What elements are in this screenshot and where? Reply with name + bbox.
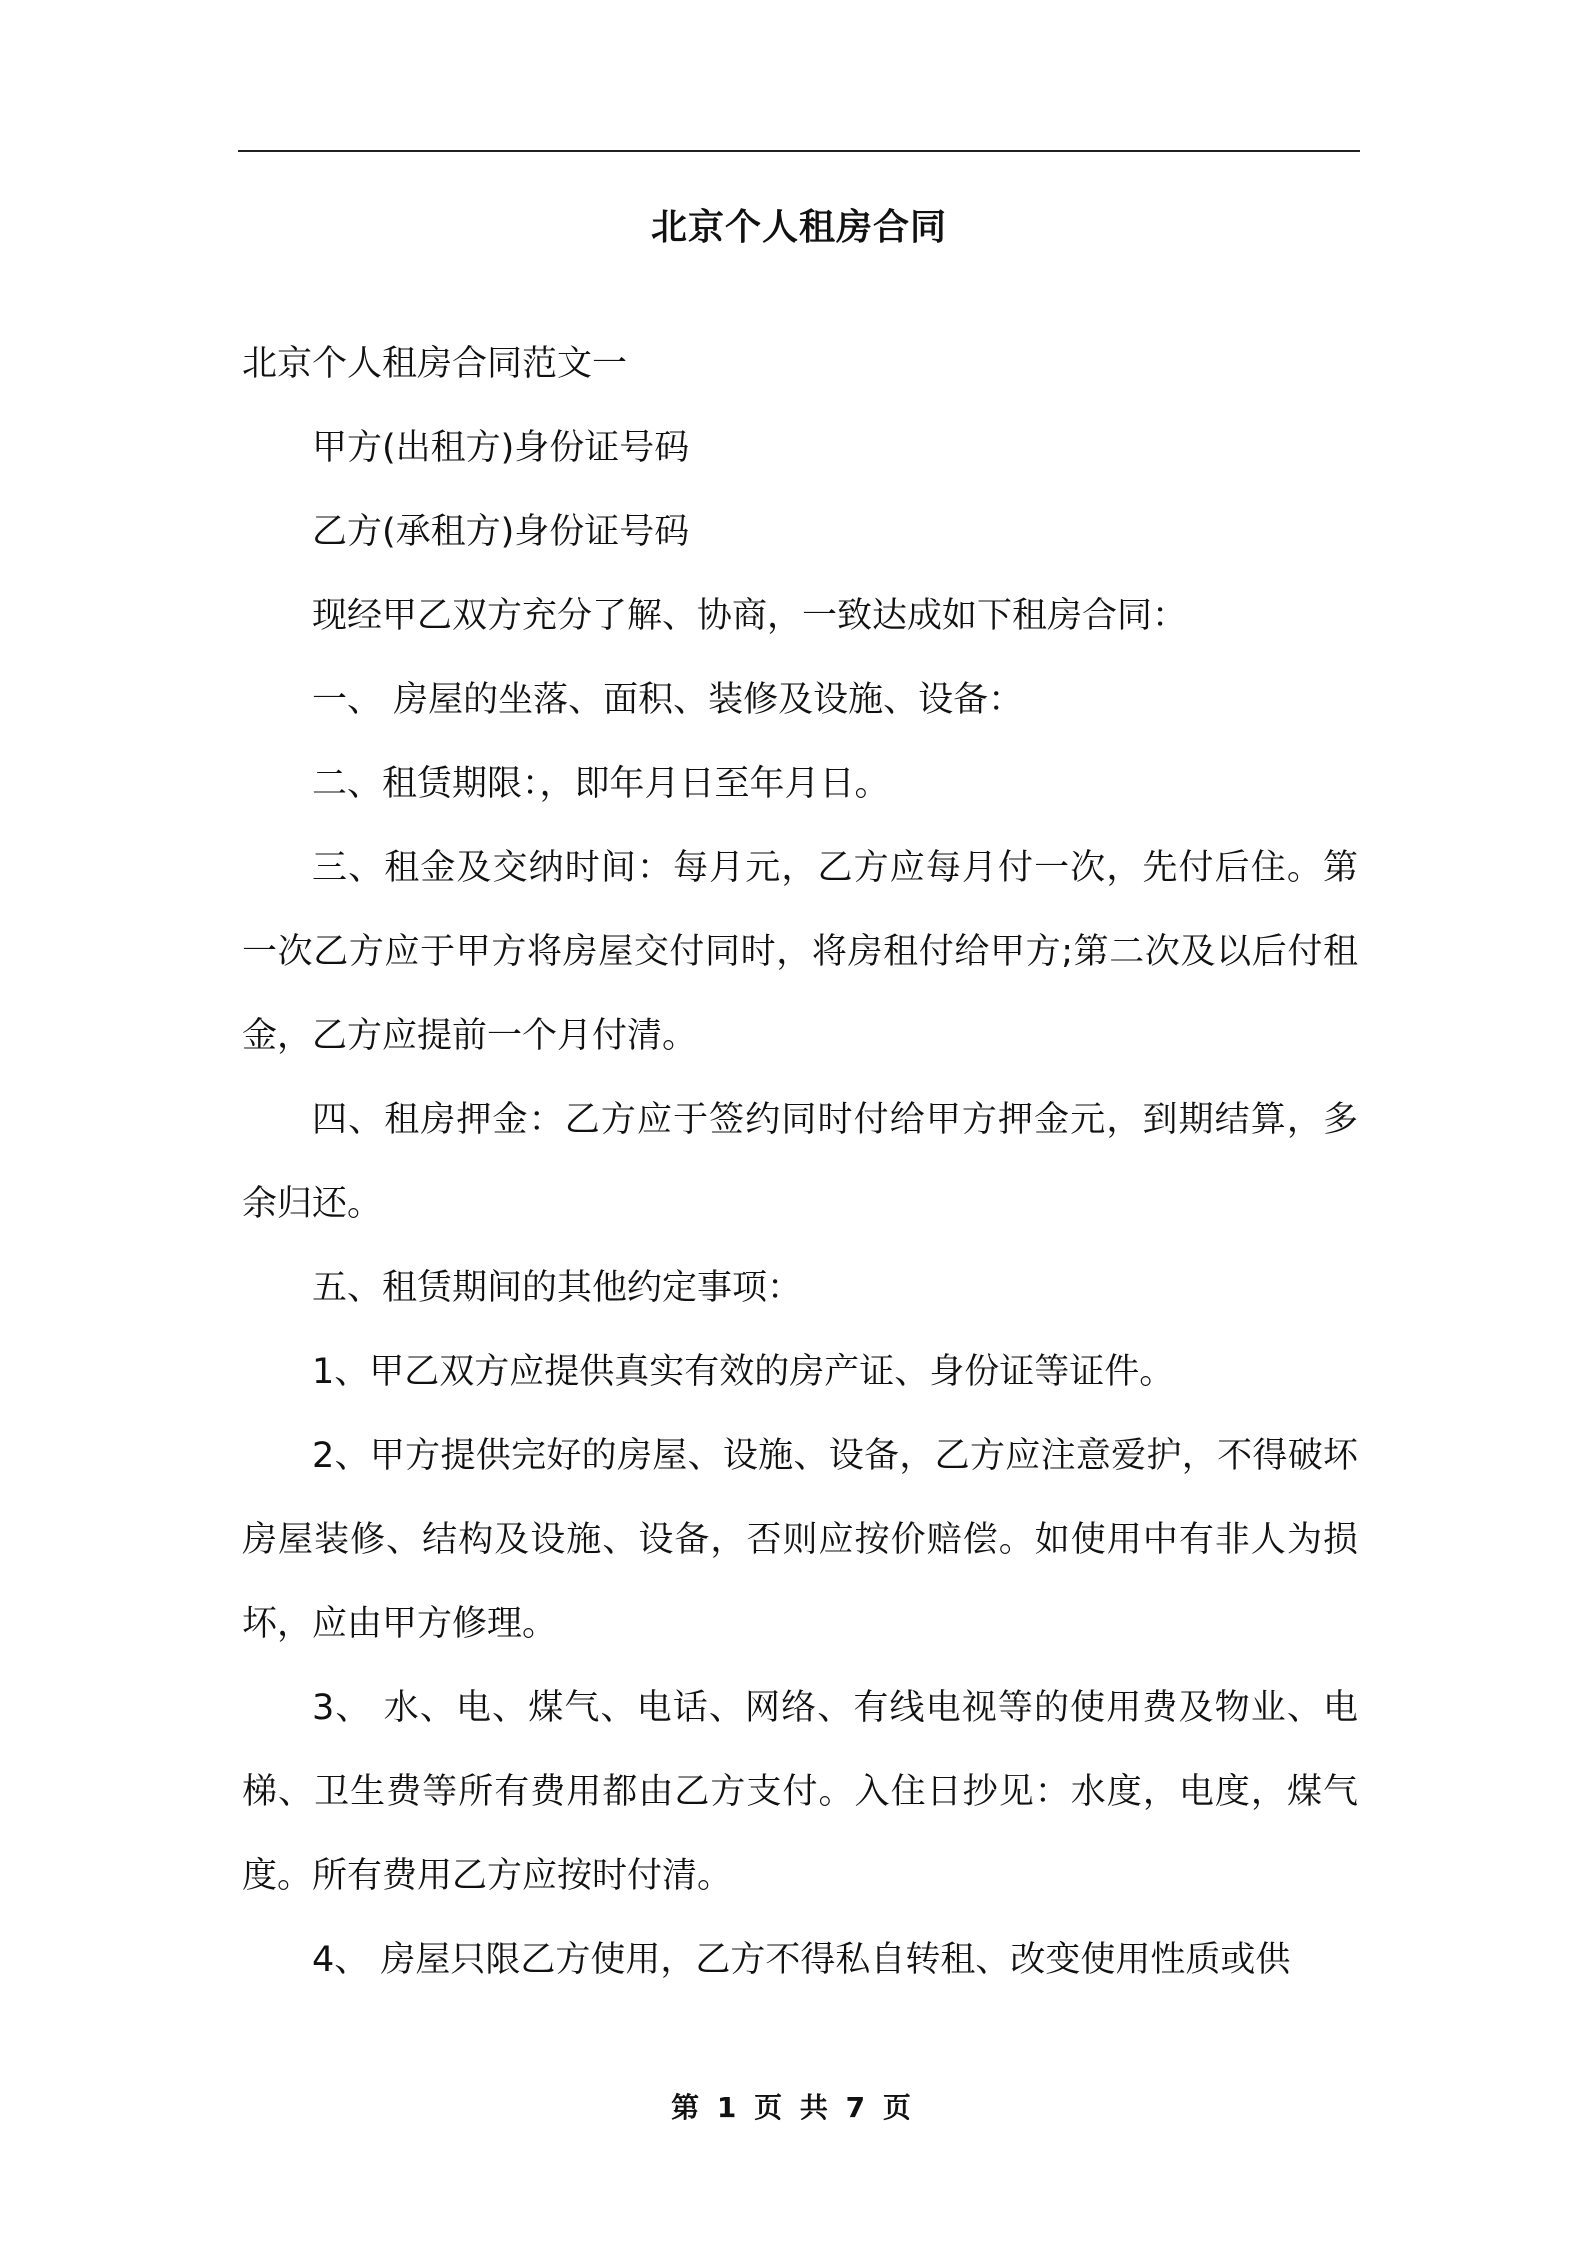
paragraph-clause-4: 四、租房押金：乙方应于签约同时付给甲方押金元，到期结算，多余归还。	[242, 1100, 1358, 1224]
paragraph-clause-3: 三、租金及交纳时间：每月元，乙方应每月付一次，先付后住。第一次乙方应于甲方将房屋交付同时，将房租付给甲方;第二次及以后付租金，乙方应提前一个月付清。	[242, 848, 1358, 1056]
paragraph-item-1: 1、甲乙双方应提供真实有效的房产证、身份证等证件。	[312, 1352, 1175, 1392]
paragraph-preamble: 现经甲乙双方充分了解、协商，一致达成如下租房合同：	[312, 596, 1188, 636]
paragraph-clause-2: 二、租赁期限：，即年月日至年月日。	[312, 764, 890, 804]
header-rule	[238, 150, 1360, 152]
paragraph-item-2: 2、甲方提供完好的房屋、设施、设备，乙方应注意爱护，不得破坏房屋装修、结构及设施、设备，否则应按价赔偿。如使用中有非人为损坏，应由甲方修理。	[242, 1436, 1358, 1644]
paragraph-clause-5: 五、租赁期间的其他约定事项：	[312, 1268, 803, 1308]
document-body	[242, 322, 1358, 2002]
paragraph-item-4: 4、 房屋只限乙方使用，乙方不得私自转租、改变使用性质或供	[312, 1940, 1291, 1980]
paragraph-party-b: 乙方(承租方)身份证号码	[312, 512, 690, 552]
paragraph-clause-1: 一、 房屋的坐落、面积、装修及设施、设备：	[312, 680, 1024, 720]
paragraph-item-3: 3、 水、电、煤气、电话、网络、有线电视等的使用费及物业、电梯、卫生费等所有费用都由乙方支付。入住日抄见：水度，电度，煤气度。所有费用乙方应按时付清。	[242, 1688, 1358, 1896]
document-title: 北京个人租房合同	[650, 207, 947, 248]
paragraph-party-a: 甲方(出租方)身份证号码	[312, 428, 690, 468]
paragraph-subtitle: 北京个人租房合同范文一	[242, 344, 628, 384]
page-number: 第 1 页 共 7 页	[671, 2091, 915, 2124]
